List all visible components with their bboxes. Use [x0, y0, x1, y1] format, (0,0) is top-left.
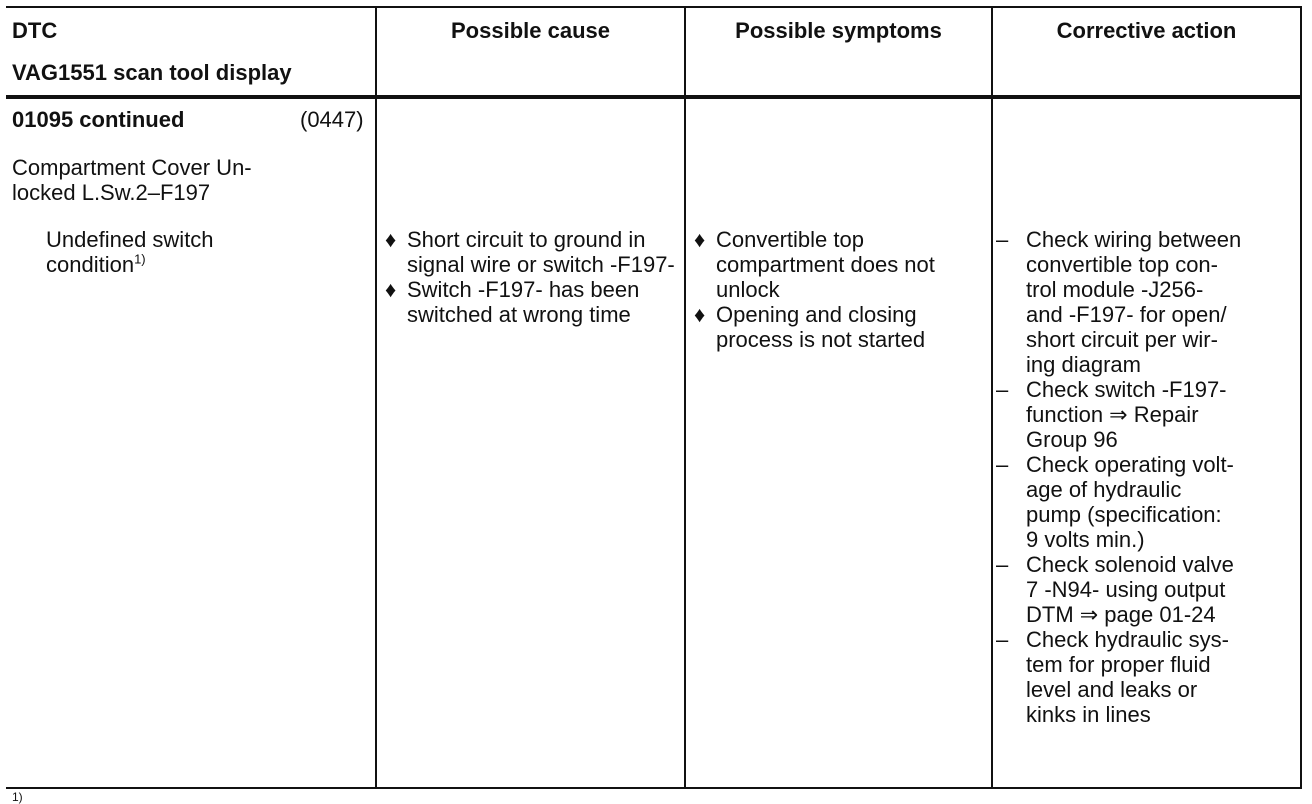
symptom-text: Convertible top compartment does not unlock	[716, 227, 935, 302]
list-item	[385, 227, 675, 277]
action-text: Check switch -F197- function ⇒ Repair Group 96	[1026, 377, 1227, 452]
cause-text: Short circuit to ground in signal wire or switch -F197-	[407, 227, 675, 277]
dash-icon: –	[996, 452, 1009, 477]
list-item	[694, 302, 984, 352]
dash-icon: –	[996, 552, 1009, 577]
header-separator	[6, 95, 1302, 99]
dtc-condition	[46, 227, 214, 277]
possible-symptoms-list	[694, 227, 984, 352]
header-dtc: DTC	[12, 18, 58, 43]
list-item	[385, 277, 675, 327]
header-scan-tool-display: VAG1551 scan tool display	[12, 60, 292, 85]
table-right-border	[1300, 6, 1302, 789]
action-text: Check wiring between convertible top con- trol module -J256- and -F197- for open/ short circuit per wir- ing diagram	[1026, 227, 1242, 377]
list-item	[694, 227, 984, 302]
list-item	[996, 552, 1296, 627]
header-corrective-action: Corrective action	[1056, 18, 1237, 43]
possible-causes-list	[385, 227, 675, 327]
symptom-text: Opening and closing process is not started	[716, 302, 926, 352]
action-text: Check operating volt- age of hydraulic pump (specification: 9 volts min.)	[1026, 452, 1234, 552]
list-item	[996, 452, 1296, 552]
table-top-border	[6, 6, 1302, 8]
bullet-icon: ♦	[385, 227, 397, 252]
bullet-icon: ♦	[385, 277, 397, 302]
dtc-condition-text: Undefined switch condition	[46, 227, 214, 277]
list-item	[996, 627, 1296, 727]
action-text: Check hydraulic sys- tem for proper fluid level and leaks or kinks in lines	[1026, 627, 1229, 727]
cause-text: Switch -F197- has been switched at wrong time	[407, 277, 640, 327]
action-text: Check solenoid valve 7 -N94- using output DTM ⇒ page 01-24	[1026, 552, 1234, 627]
column-divider-2	[684, 6, 686, 789]
dtc-component: Compartment Cover Un- locked L.Sw.2–F197	[12, 155, 252, 205]
bullet-icon: ♦	[694, 302, 706, 327]
dtc-code: 01095 continued	[12, 107, 185, 132]
header-possible-symptoms: Possible symptoms	[735, 18, 942, 43]
column-divider-3	[991, 6, 993, 789]
footnote-marker: 1)	[12, 790, 23, 804]
dash-icon: –	[996, 227, 1009, 252]
dash-icon: –	[996, 627, 1009, 652]
corrective-actions-list	[996, 227, 1296, 727]
column-divider-1	[375, 6, 377, 789]
dash-icon: –	[996, 377, 1009, 402]
table-bottom-border	[6, 787, 1302, 789]
list-item	[996, 227, 1296, 377]
dtc-code-ref: (0447)	[300, 107, 364, 132]
footnote-reference: 1)	[134, 251, 146, 267]
header-possible-cause: Possible cause	[451, 18, 610, 43]
bullet-icon: ♦	[694, 227, 706, 252]
list-item	[996, 377, 1296, 452]
